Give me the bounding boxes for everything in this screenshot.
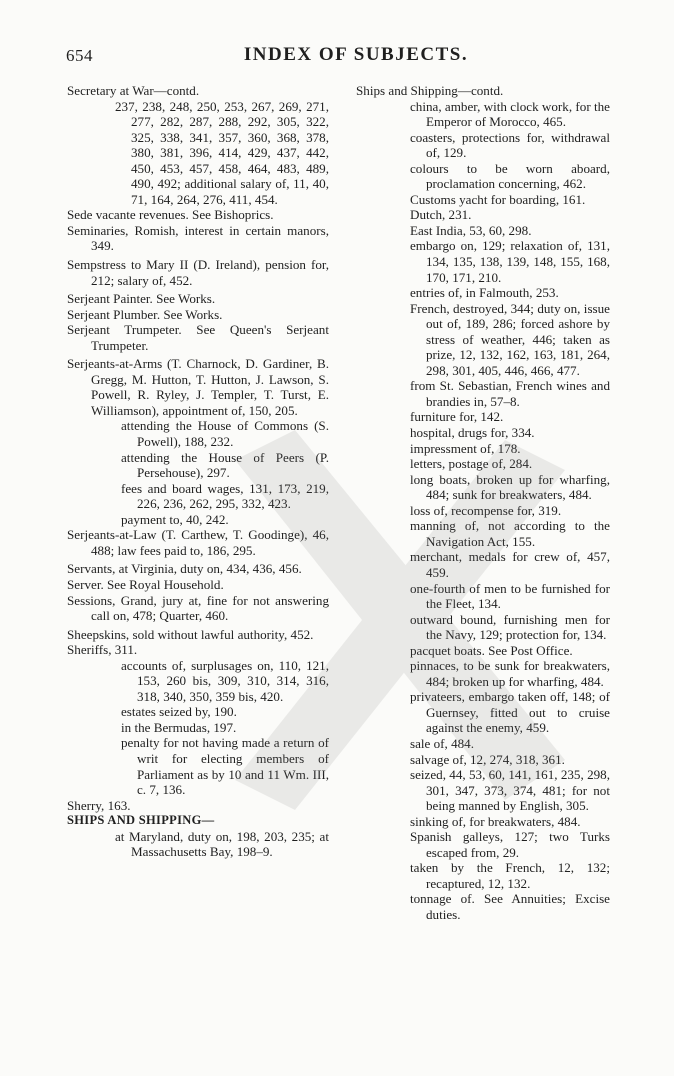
right-entry: letters, postage of, 284. bbox=[410, 456, 533, 472]
right-entry: pacquet boats. See Post Office. bbox=[410, 642, 573, 658]
right-entry: sinking of, for breakwaters, 484. bbox=[410, 813, 581, 829]
right-entry: hospital, drugs for, 334. bbox=[410, 425, 535, 441]
right-entry: French, destroyed, 344; duty on, issue out of, 189, 286; forced ashore by stress of weather, 446; taken as prize, 12, 132, 162, 163, 181, 264, 298, 301, 405, 446, 466, 477. bbox=[410, 300, 610, 378]
right-entry: Spanish galleys, 127; two Turks escaped from, 29. bbox=[410, 829, 610, 860]
left-entry: Serjeant Painter. See Works. bbox=[67, 291, 216, 307]
right-entry: one-fourth of men to be furnished for the Fleet, 134. bbox=[410, 580, 610, 612]
right-entry: salvage of, 12, 274, 318, 361. bbox=[410, 751, 565, 767]
right-entry: seized, 44, 53, 60, 141, 161, 235, 298, 301, 347, 373, 374, 481; for not being manned by English, 305. bbox=[410, 767, 610, 814]
left-entry: fees and board wages, 131, 173, 219, 226, 236, 262, 295, 332, 423. bbox=[121, 480, 329, 512]
right-entry: china, amber, with clock work, for the Emperor of Morocco, 465. bbox=[410, 98, 610, 130]
right-entry: outward bound, furnishing men for the Navy, 129; protection for, 134. bbox=[410, 611, 610, 643]
right-entry: impressment of, 178. bbox=[410, 440, 521, 456]
left-entry: Server. See Royal Household. bbox=[67, 576, 224, 592]
right-entry: entries of, in Falmouth, 253. bbox=[410, 285, 559, 301]
left-entry: payment to, 40, 242. bbox=[121, 511, 229, 527]
right-entry: colours to be worn aboard, proclamation concerning, 462. bbox=[410, 160, 610, 192]
right-entry: pinnaces, to be sunk for breakwaters, 484; broken up for wharfing, 484. bbox=[410, 658, 610, 689]
right-column bbox=[356, 83, 610, 923]
right-entry: loss of, recompense for, 319. bbox=[410, 502, 562, 518]
left-entry: attending the House of Commons (S. Powell), 188, 232. bbox=[121, 418, 329, 450]
left-entry: Secretary at War—contd. bbox=[67, 83, 200, 98]
right-entry: tonnage of. See Annuities; Excise duties. bbox=[410, 891, 610, 922]
left-entry: Sede vacante revenues. See Bishoprics. bbox=[67, 207, 274, 223]
left-column bbox=[67, 83, 329, 860]
page-number: 654 bbox=[66, 46, 93, 65]
left-entry: in the Bermudas, 197. bbox=[121, 719, 237, 735]
right-entry: Dutch, 231. bbox=[410, 207, 472, 223]
left-entry: penalty for not having made a return of writ for electing members of Parliament as by 10 and 11 Wm. III, c. 7, 136. bbox=[121, 735, 329, 798]
left-entry: Serjeant Plumber. See Works. bbox=[67, 306, 223, 322]
right-entry: coasters, protections for, withdrawal of, 129. bbox=[410, 129, 610, 161]
right-entry: from St. Sebastian, French wines and brandies in, 57–8. bbox=[410, 378, 610, 409]
left-entry: Sessions, Grand, jury at, fine for not answering call on, 478; Quarter, 460. bbox=[67, 592, 329, 624]
right-entry: embargo on, 129; relaxation of, 131, 134, 135, 138, 139, 148, 155, 168, 170, 171, 210. bbox=[410, 238, 610, 285]
right-entry: taken by the French, 12, 132; recaptured, 12, 132. bbox=[410, 860, 610, 891]
right-entry: Customs yacht for boarding, 161. bbox=[410, 191, 586, 207]
running-head: INDEX OF SUBJECTS. bbox=[243, 44, 469, 65]
left-entry: Serjeants-at-Arms (T. Charnock, D. Gardiner, B. Gregg, M. Hutton, T. Hutton, J. Lawson, S. Powell, R. Ryley, J. Templer, T. Turst, E. Williamson), appointment of, 150, 205. bbox=[67, 356, 329, 418]
left-entry: at Maryland, duty on, 198, 203, 235; at Massachusetts Bay, 198–9. bbox=[115, 828, 329, 860]
left-entry: Sheriffs, 311. bbox=[67, 642, 138, 658]
left-entry: accounts of, surplusages on, 110, 121, 153, 260 bis, 309, 310, 314, 316, 318, 340, 350, 359 bis, 420. bbox=[121, 657, 329, 704]
left-entry: Sempstress to Mary II (D. Ireland), pension for, 212; salary of, 452. bbox=[67, 257, 329, 288]
left-entry: SHIPS AND SHIPPING— bbox=[67, 813, 215, 828]
right-entry: furniture for, 142. bbox=[410, 409, 504, 425]
left-entry: attending the House of Peers (P. Persehouse), 297. bbox=[121, 449, 329, 481]
right-entry: merchant, medals for crew of, 457, 459. bbox=[410, 549, 610, 580]
right-entry: sale of, 484. bbox=[410, 735, 474, 751]
left-entry: Serjeants-at-Law (T. Carthew, T. Goodinge), 46, 488; law fees paid to, 186, 295. bbox=[67, 527, 329, 558]
left-entry: Sheepskins, sold without lawful authority, 452. bbox=[67, 626, 314, 642]
right-entry: East India, 53, 60, 298. bbox=[410, 222, 532, 238]
left-entry: Servants, at Virginia, duty on, 434, 436, 456. bbox=[67, 561, 302, 577]
left-entry: Serjeant Trumpeter. See Queen's Serjeant Trumpeter. bbox=[67, 322, 329, 353]
right-entry: privateers, embargo taken off, 148; of Guernsey, fitted out to cruise against the enemy, 459. bbox=[410, 689, 610, 736]
right-entry: manning of, not according to the Navigation Act, 155. bbox=[410, 518, 610, 549]
left-entry: estates seized by, 190. bbox=[121, 704, 237, 720]
left-entry: Seminaries, Romish, interest in certain manors, 349. bbox=[67, 222, 329, 254]
left-entry: Sherry, 163. bbox=[67, 797, 131, 813]
right-entry: Ships and Shipping—contd. bbox=[356, 83, 504, 98]
left-entry: 237, 238, 248, 250, 253, 267, 269, 271, 277, 282, 287, 288, 292, 305, 322, 325, 338, 341, 357, 360, 368, 378, 380, 381, 396, 414, 429, 437, 442, 450, 453, 457, 458, 464, 483, 489, 490, 492; additional salary of, 11, 40, 71, 164, 264, 276, 411, 454. bbox=[115, 98, 329, 207]
right-entry: long boats, broken up for wharfing, 484; sunk for breakwaters, 484. bbox=[410, 471, 610, 503]
